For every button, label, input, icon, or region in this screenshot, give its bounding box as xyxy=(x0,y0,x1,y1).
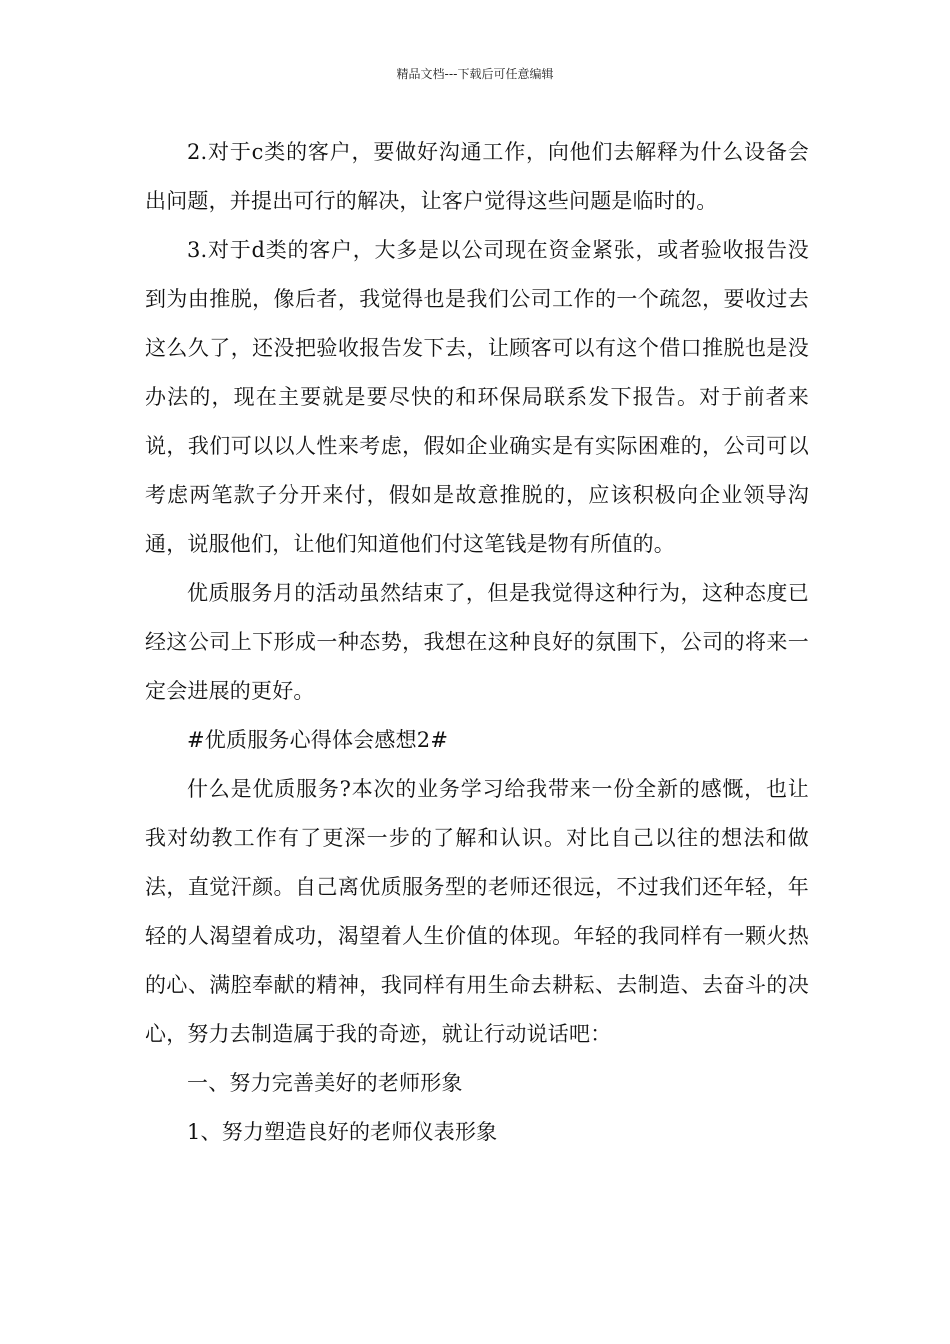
paragraph-client-d: 3.对于d类的客户，大多是以公司现在资金紧张，或者验收报告没到为由推脱，像后者，我觉得也是我们公司工作的一个疏忽，要收过去这么久了，还没把验收报告发下去，让顾客可以有这个借口推脱也是没办法的，现在主要就是要尽快的和环保局联系发下报告。对于前者来说，我们可以以人性来考虑，假如企业确实是有实际困难的，公司可以考虑两笔款子分开来付，假如是故意推脱的，应该积极向企业领导沟通，说服他们，让他们知道他们付这笔钱是物有所值的。 xyxy=(145,238,809,556)
document-body xyxy=(145,128,809,1157)
section-heading-reflection-2: #优质服务心得体会感想2# xyxy=(187,728,449,752)
page-header: 精品文档---下载后可任意编辑 xyxy=(396,67,554,81)
paragraph-client-c: 2.对于c类的客户，要做好沟通工作，向他们去解释为什么设备会出问题，并提出可行的解决，让客户觉得这些问题是临时的。 xyxy=(145,140,809,213)
subheading-teacher-image: 一、努力完善美好的老师形象 xyxy=(187,1071,463,1095)
subheading-teacher-appearance: 1、努力塑造良好的老师仪表形象 xyxy=(187,1120,498,1144)
paragraph-what-is-quality-service: 什么是优质服务?本次的业务学习给我带来一份全新的感慨，也让我对幼教工作有了更深一步的了解和认识。对比自己以往的想法和做法，直觉汗颜。自己离优质服务型的老师还很远，不过我们还年轻，年轻的人渴望着成功，渴望着人生价值的体现。年轻的我同样有一颗火热的心、满腔奉献的精神，我同样有用生命去耕耘、去制造、去奋斗的决心，努力去制造属于我的奇迹，就让行动说话吧： xyxy=(145,777,809,1046)
paragraph-service-month-summary: 优质服务月的活动虽然结束了，但是我觉得这种行为，这种态度已经这公司上下形成一种态势，我想在这种良好的氛围下，公司的将来一定会进展的更好。 xyxy=(145,581,809,703)
